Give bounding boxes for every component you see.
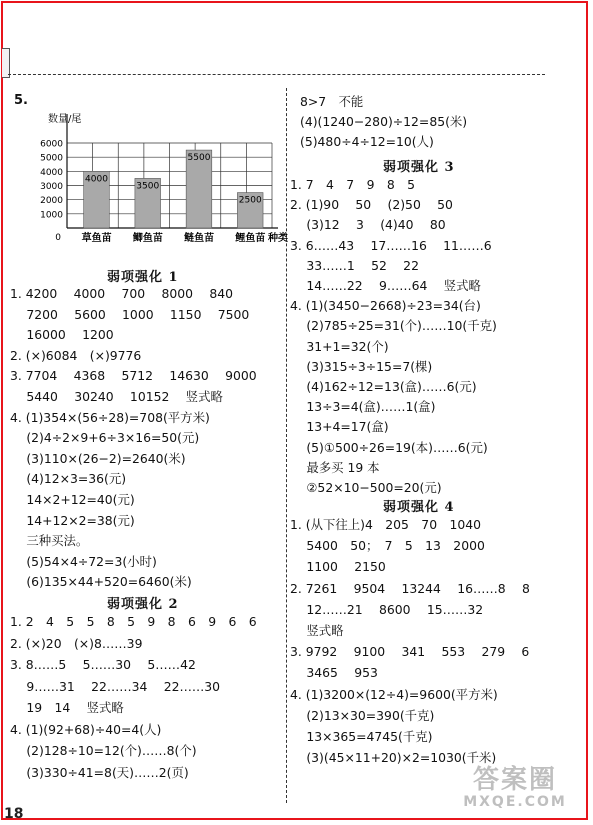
answer-line: 3. 9792 9100 341 553 279 6 [290, 644, 530, 660]
watermark-top: 答案圈 [472, 765, 557, 795]
answer-line: (2)128÷10=12(个)……8(个) [10, 743, 197, 758]
answer-line: (2)785÷25=31(个)……10(千克) [290, 318, 497, 334]
answer-line: 3. 7704 4368 5712 14630 9000 [10, 368, 257, 384]
answer-line: (6)135×44+520=6460(米) [10, 574, 192, 590]
answer-line: 19 14 竖式略 [10, 700, 124, 715]
answer-line: (5)480÷4÷12=10(人) [300, 134, 434, 149]
answer-line: 4. (1)354×(56÷28)=708(平方米) [10, 409, 210, 425]
answer-line: (3)330÷41=8(天)……2(页) [10, 764, 189, 780]
bar-value-label: 3500 [136, 181, 160, 192]
answer-line: 3. 6……43 17……16 11……6 [290, 237, 492, 253]
answer-line: 5400 50； 7 5 13 2000 [290, 538, 485, 554]
answer-line: 9……31 22……34 22……30 [10, 678, 221, 694]
answer-line: (3)(45×11+20)×2=1030(千米) [290, 750, 497, 766]
answer-line: 最多买 19 本 [290, 459, 380, 475]
answer-line: 12……21 8600 15……32 [290, 601, 484, 617]
answer-line: 5440 30240 10152 竖式略 [10, 389, 223, 404]
answer-line: (2)4÷2×9+6÷3×16=50(元) [10, 430, 200, 446]
answer-line: 8>7 不能 [300, 94, 364, 109]
answer-line: (3)12 3 (4)40 80 [290, 217, 446, 233]
answer-line: 3465 953 [290, 665, 378, 681]
page-number: 18 [4, 806, 24, 822]
bar-chart [0, 108, 288, 248]
answer-line: 1. 2 4 5 5 8 5 9 8 6 9 6 6 [10, 614, 257, 629]
answer-line: 13+4=17(盒) [290, 419, 389, 435]
answer-line: (5)①500÷26=19(本)……6(元) [290, 439, 488, 455]
answer-line: 2. (1)90 50 (2)50 50 [290, 197, 453, 213]
answer-line: 13×365=4745(千克) [290, 729, 433, 744]
answer-line: (3)315÷3÷15=7(棵) [290, 358, 433, 374]
answer-line: 7200 5600 1000 1150 7500 [10, 306, 250, 322]
answer-line: 4. (1)3200×(12÷4)=9600(平方米) [290, 686, 498, 702]
y-tick-label: 3000 [40, 182, 63, 192]
bar-value-label: 2500 [238, 195, 262, 206]
answer-line: 3. 8……5 5……30 5……42 [10, 657, 196, 672]
y-tick-label: 1000 [40, 210, 63, 221]
answer-line: 4. (1)(3450−2668)÷23=34(台) [290, 298, 481, 314]
x-axis-label: 种类 [268, 233, 288, 244]
answer-line: (4)12×3=36(元) [10, 471, 127, 487]
answer-line: 2. (×)20 (×)8……39 [10, 635, 143, 651]
section-title-4: 弱项强化 4 [383, 500, 455, 515]
answer-line: ②52×10−500=20(元) [290, 480, 442, 495]
x-tick-label: 鲢鱼苗 [184, 233, 215, 244]
answer-line: 4. (1)(92+68)÷40=4(人) [10, 721, 162, 737]
bar-value-label: 5500 [187, 153, 211, 164]
watermark-bottom: MXQE.COM [463, 794, 567, 810]
answer-line: 1. (从下往上)4 205 70 1040 [290, 517, 481, 532]
answer-line: (4)162÷12=13(盒)……6(元) [290, 379, 477, 394]
answer-line: 31+1=32(个) [290, 338, 389, 354]
x-tick-label: 草鱼苗 [81, 233, 112, 244]
bar-value-label: 4000 [85, 174, 108, 185]
answer-line: 1. 4200 4000 700 8000 840 [10, 286, 233, 301]
y-axis-label: 数量/尾 [48, 114, 82, 125]
answer-line: 2. 7261 9504 13244 16……8 8 [290, 580, 530, 596]
answer-line: (5)54×4÷72=3(小时) [10, 553, 157, 569]
answer-line: 14……22 9……64 竖式略 [290, 278, 481, 293]
answer-line: 1100 2150 [290, 559, 386, 575]
answer-line: 13÷3=4(盒)……1(盒) [290, 399, 436, 415]
y-tick-label: 6000 [40, 139, 63, 150]
answer-line: (4)(1240−280)÷12=85(米) [300, 114, 468, 129]
answer-line: 1. 7 4 7 9 8 5 [290, 177, 416, 192]
y-tick-label: 2000 [40, 196, 63, 207]
answer-line: 2. (×)6084 (×)9776 [10, 347, 142, 363]
answer-line: 14+12×2=38(元) [10, 512, 135, 528]
x-tick-label: 鲫鱼苗 [132, 233, 163, 244]
answer-line: 14×2+12=40(元) [10, 492, 135, 507]
answer-line: (2)13×30=390(千克) [290, 707, 435, 723]
column-divider [286, 88, 287, 803]
origin-label: 0 [55, 233, 61, 243]
y-tick-label: 4000 [40, 167, 63, 178]
question-number: 5. [14, 93, 28, 108]
x-tick-label: 鲤鱼苗 [235, 233, 266, 244]
answer-line: 16000 1200 [10, 327, 114, 343]
header-rule [8, 74, 545, 75]
section-title-3: 弱项强化 3 [383, 160, 455, 175]
answer-line: 三种买法。 [10, 533, 89, 549]
y-tick-label: 5000 [40, 153, 63, 164]
answer-line: 33……1 52 22 [290, 257, 419, 273]
watermark-logo [449, 767, 581, 819]
section-title-1: 弱项强化 1 [107, 270, 179, 285]
answer-line: 竖式略 [290, 623, 344, 638]
answer-line: (3)110×(26−2)=2640(米) [10, 450, 186, 466]
section-title-2: 弱项强化 2 [107, 597, 179, 612]
